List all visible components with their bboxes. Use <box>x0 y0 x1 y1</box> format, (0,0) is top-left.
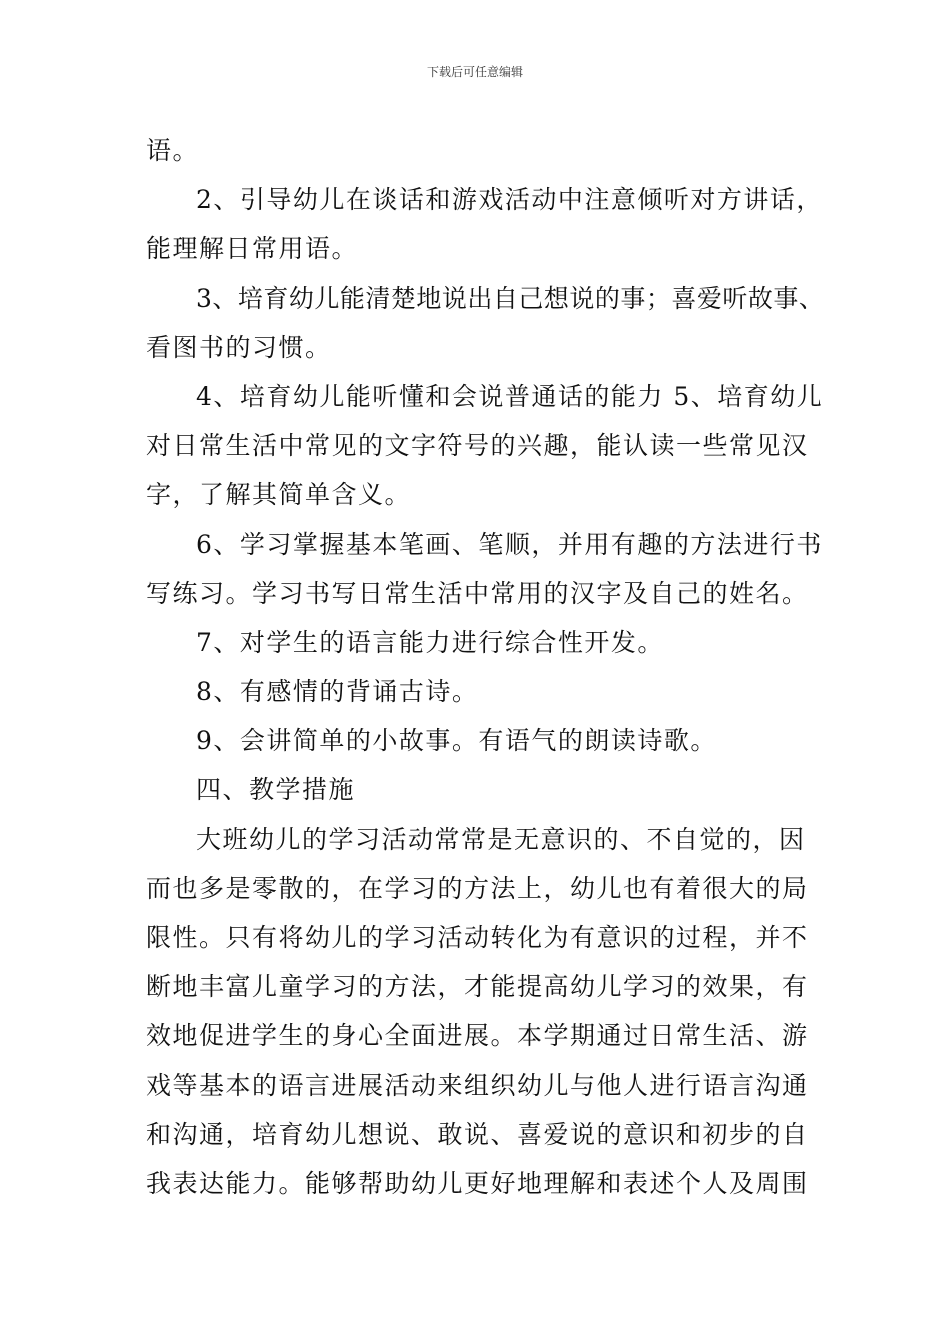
text-line: 7、对学生的语言能力进行综合性开发。 <box>196 627 664 657</box>
text-line: 9、会讲简单的小故事。有语气的朗读诗歌。 <box>196 726 717 756</box>
text-line: 3、培育幼儿能清楚地说出自己想说的事；喜爱听故事、 <box>196 283 825 313</box>
text-line: 写练习。学习书写日常生活中常用的汉字及自己的姓名。 <box>146 578 809 608</box>
text-line: 限性。只有将幼儿的学习活动转化为有意识的过程，并不 <box>146 923 809 952</box>
text-line: 看图书的习惯。 <box>146 332 332 362</box>
text-line: 效地促进学生的身心全面进展。本学期通过日常生活、游 <box>146 1021 809 1051</box>
text-line: 能理解日常用语。 <box>146 234 359 264</box>
text-line: 2、引导幼儿在谈话和游戏活动中注意倾听对方讲话， <box>196 185 823 215</box>
text-line: 8、有感情的背诵古诗。 <box>196 677 479 707</box>
section-heading: 四、教学措施 <box>196 775 356 805</box>
text-line: 4、培育幼儿能听懂和会说普通话的能力 5、培育幼儿 <box>196 381 824 411</box>
text-line: 和沟通，培育幼儿想说、敢说、喜爱说的意识和初步的自 <box>146 1119 809 1149</box>
page-header: 下载后可任意编辑 <box>426 65 523 79</box>
text-line: 大班幼儿的学习活动常常是无意识的、不自觉的，因 <box>196 824 806 854</box>
text-line: 戏等基本的语言进展活动来组织幼儿与他人进行语言沟通 <box>146 1070 809 1100</box>
text-line: 字，了解其简单含义。 <box>146 480 412 510</box>
text-line: 我表达能力。能够帮助幼儿更好地理解和表述个人及周围 <box>146 1168 809 1198</box>
document-body <box>146 126 826 1208</box>
text-line: 断地丰富儿童学习的方法，才能提高幼儿学习的效果，有 <box>146 972 809 1002</box>
text-line: 语。 <box>146 136 200 165</box>
text-line: 6、学习掌握基本笔画、笔顺，并用有趣的方法进行书 <box>196 529 823 559</box>
text-line: 而也多是零散的，在学习的方法上，幼儿也有着很大的局 <box>146 873 809 903</box>
text-line: 对日常生活中常见的文字符号的兴趣，能认读一些常见汉 <box>146 431 809 461</box>
